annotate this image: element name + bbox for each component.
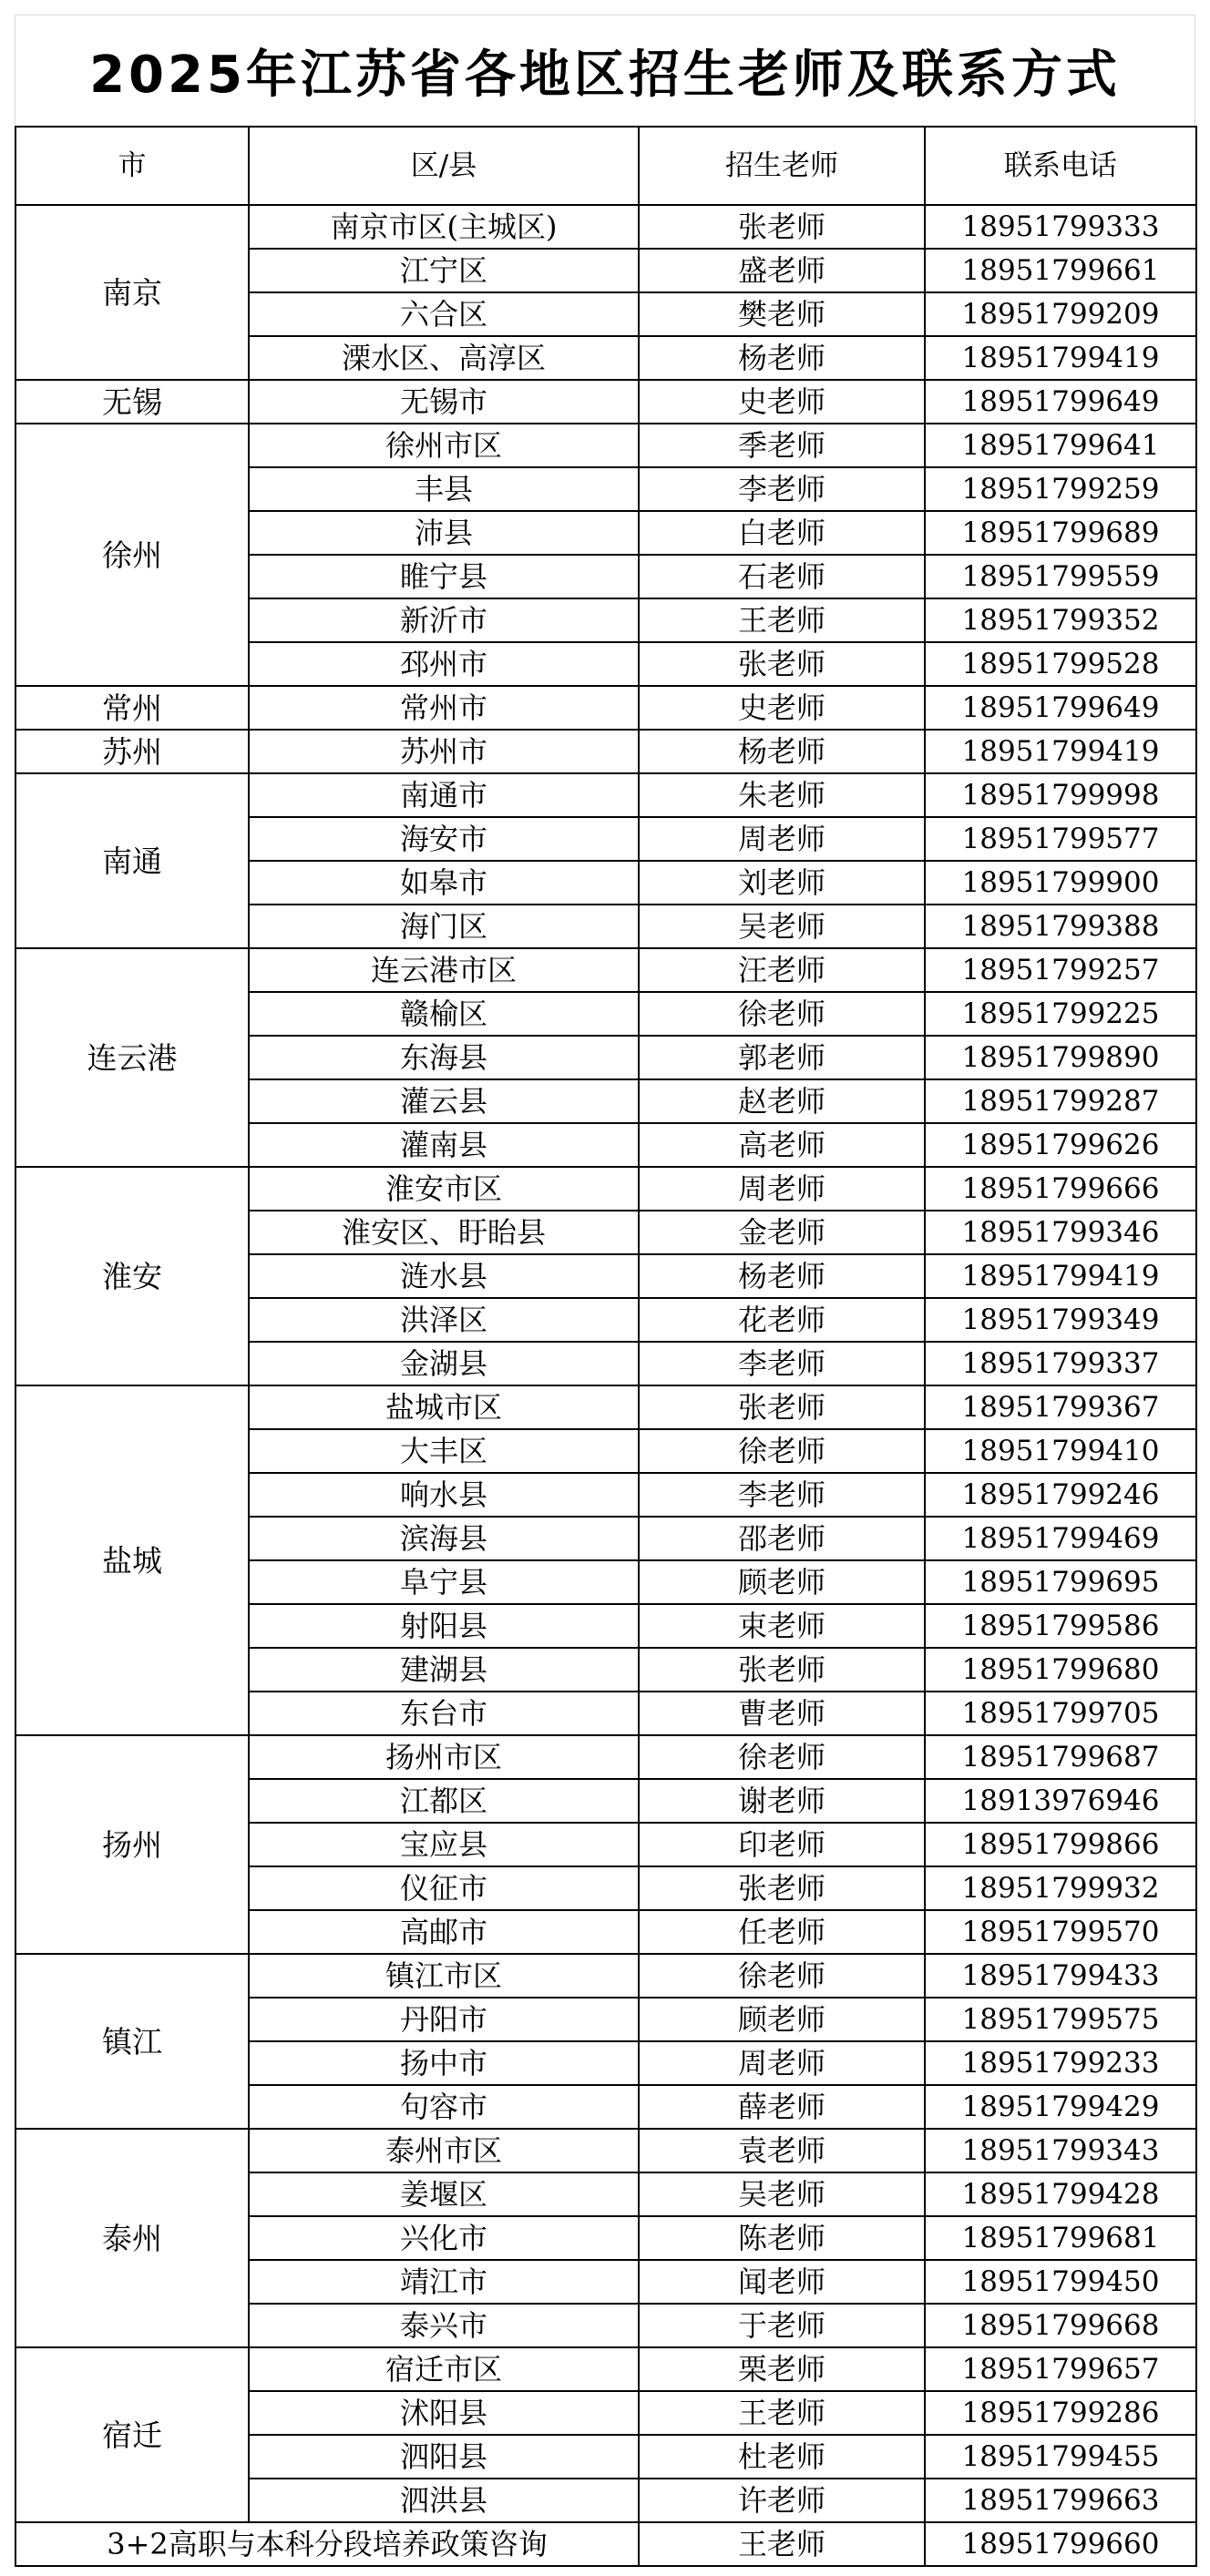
- header-phone: 联系电话: [925, 127, 1196, 205]
- district-cell: 赣榆区: [249, 992, 639, 1036]
- teacher-cell: 李老师: [639, 1473, 925, 1517]
- teacher-cell: 吴老师: [639, 905, 925, 948]
- district-cell: 泰兴市: [249, 2304, 639, 2347]
- table-row: [15, 2129, 1196, 2172]
- phone-cell: 18951799998: [925, 773, 1196, 817]
- teacher-cell: 张老师: [639, 642, 925, 686]
- district-cell: 滨海县: [249, 1517, 639, 1560]
- phone-cell: 18951799528: [925, 642, 1196, 686]
- district-cell: 六合区: [249, 292, 639, 336]
- district-cell: 泗洪县: [249, 2479, 639, 2522]
- district-cell: 连云港市区: [249, 948, 639, 992]
- district-cell: 丰县: [249, 467, 639, 511]
- header-row: [15, 127, 1196, 205]
- phone-cell: 18951799209: [925, 292, 1196, 336]
- district-cell: 睢宁县: [249, 555, 639, 598]
- city-cell: 镇江: [15, 1954, 249, 2129]
- phone-cell: 18951799337: [925, 1342, 1196, 1385]
- phone-cell: 18951799577: [925, 817, 1196, 861]
- city-cell: 徐州: [15, 424, 249, 686]
- teacher-cell: 金老师: [639, 1211, 925, 1254]
- teacher-cell: 周老师: [639, 1167, 925, 1211]
- district-cell: 灌云县: [249, 1079, 639, 1123]
- teacher-cell: 史老师: [639, 686, 925, 730]
- teacher-cell: 顾老师: [639, 1998, 925, 2041]
- district-cell: 江宁区: [249, 249, 639, 292]
- phone-cell: 18951799680: [925, 1648, 1196, 1692]
- city-cell: 苏州: [15, 730, 249, 773]
- phone-cell: 18951799666: [925, 1167, 1196, 1211]
- district-cell: 大丰区: [249, 1429, 639, 1473]
- teacher-cell: 于老师: [639, 2304, 925, 2347]
- city-cell: 盐城: [15, 1385, 249, 1735]
- phone-cell: 18951799663: [925, 2479, 1196, 2522]
- teacher-cell: 邵老师: [639, 1517, 925, 1560]
- city-cell: 连云港: [15, 948, 249, 1167]
- phone-cell: 18951799668: [925, 2304, 1196, 2347]
- phone-cell: 18951799657: [925, 2347, 1196, 2391]
- phone-cell: 18951799689: [925, 511, 1196, 555]
- phone-cell: 18951799225: [925, 992, 1196, 1036]
- header-teacher: 招生老师: [639, 127, 925, 205]
- teacher-cell: 李老师: [639, 467, 925, 511]
- teacher-cell: 赵老师: [639, 1079, 925, 1123]
- district-cell: 南京市区(主城区): [249, 205, 639, 249]
- district-cell: 邳州市: [249, 642, 639, 686]
- table-row: [15, 1385, 1196, 1429]
- phone-cell: 18951799681: [925, 2216, 1196, 2260]
- phone-cell: 18951799429: [925, 2085, 1196, 2129]
- phone-cell: 18951799932: [925, 1866, 1196, 1910]
- district-cell: 如皋市: [249, 861, 639, 905]
- teacher-cell: 栗老师: [639, 2347, 925, 2391]
- teacher-cell: 印老师: [639, 1823, 925, 1866]
- teacher-cell: 张老师: [639, 1648, 925, 1692]
- teacher-cell: 吴老师: [639, 2172, 925, 2216]
- district-cell: 洪泽区: [249, 1298, 639, 1342]
- phone-cell: 18951799343: [925, 2129, 1196, 2172]
- district-cell: 东海县: [249, 1036, 639, 1079]
- phone-cell: 18951799367: [925, 1385, 1196, 1429]
- phone-cell: 18951799866: [925, 1823, 1196, 1866]
- teacher-cell: 王老师: [639, 2391, 925, 2435]
- teacher-cell: 束老师: [639, 1604, 925, 1648]
- teacher-cell: 谢老师: [639, 1779, 925, 1823]
- teacher-cell: 郭老师: [639, 1036, 925, 1079]
- teacher-cell: 袁老师: [639, 2129, 925, 2172]
- phone-cell: 18951799626: [925, 1123, 1196, 1167]
- table-row: [15, 380, 1196, 424]
- district-cell: 扬中市: [249, 2041, 639, 2085]
- header-city: 市: [15, 127, 249, 205]
- phone-cell: 18951799388: [925, 905, 1196, 948]
- district-cell: 泗阳县: [249, 2435, 639, 2479]
- header-district: 区/县: [249, 127, 639, 205]
- teacher-cell: 杨老师: [639, 336, 925, 380]
- district-cell: 扬州市区: [249, 1735, 639, 1779]
- teacher-cell: 闻老师: [639, 2260, 925, 2304]
- district-cell: 响水县: [249, 1473, 639, 1517]
- teacher-cell: 史老师: [639, 380, 925, 424]
- table-row: [15, 424, 1196, 467]
- phone-cell: 18951799346: [925, 1211, 1196, 1254]
- teacher-cell: 顾老师: [639, 1560, 925, 1604]
- phone-cell: 18951799333: [925, 205, 1196, 249]
- district-cell: 海门区: [249, 905, 639, 948]
- footer-row: [15, 2522, 1196, 2566]
- table-row: [15, 1167, 1196, 1211]
- teacher-cell: 高老师: [639, 1123, 925, 1167]
- teacher-cell: 李老师: [639, 1342, 925, 1385]
- district-cell: 阜宁县: [249, 1560, 639, 1604]
- city-cell: 无锡: [15, 380, 249, 424]
- teacher-cell: 刘老师: [639, 861, 925, 905]
- teacher-cell: 盛老师: [639, 249, 925, 292]
- phone-cell: 18951799287: [925, 1079, 1196, 1123]
- district-cell: 新沂市: [249, 598, 639, 642]
- phone-cell: 18951799419: [925, 1254, 1196, 1298]
- phone-cell: 18951799259: [925, 467, 1196, 511]
- phone-cell: 18951799433: [925, 1954, 1196, 1998]
- district-cell: 高邮市: [249, 1910, 639, 1954]
- teacher-cell: 陈老师: [639, 2216, 925, 2260]
- district-cell: 无锡市: [249, 380, 639, 424]
- teacher-cell: 周老师: [639, 2041, 925, 2085]
- district-cell: 江都区: [249, 1779, 639, 1823]
- teacher-cell: 徐老师: [639, 1429, 925, 1473]
- teacher-cell: 季老师: [639, 424, 925, 467]
- phone-cell: 18951799419: [925, 336, 1196, 380]
- city-cell: 扬州: [15, 1735, 249, 1954]
- teacher-cell: 杨老师: [639, 1254, 925, 1298]
- phone-cell: 18951799890: [925, 1036, 1196, 1079]
- teacher-cell: 许老师: [639, 2479, 925, 2522]
- city-cell: 淮安: [15, 1167, 249, 1385]
- district-cell: 涟水县: [249, 1254, 639, 1298]
- district-cell: 常州市: [249, 686, 639, 730]
- district-cell: 沛县: [249, 511, 639, 555]
- table-row: [15, 1735, 1196, 1779]
- teacher-cell: 杨老师: [639, 730, 925, 773]
- district-cell: 盐城市区: [249, 1385, 639, 1429]
- teacher-cell: 徐老师: [639, 1954, 925, 1998]
- phone-cell: 18951799233: [925, 2041, 1196, 2085]
- district-cell: 仪征市: [249, 1866, 639, 1910]
- city-cell: 宿迁: [15, 2347, 249, 2522]
- phone-cell: 18951799450: [925, 2260, 1196, 2304]
- district-cell: 泰州市区: [249, 2129, 639, 2172]
- phone-cell: 18951799900: [925, 861, 1196, 905]
- district-cell: 徐州市区: [249, 424, 639, 467]
- phone-cell: 18951799246: [925, 1473, 1196, 1517]
- phone-cell: 18951799649: [925, 686, 1196, 730]
- district-cell: 兴化市: [249, 2216, 639, 2260]
- phone-cell: 18951799586: [925, 1604, 1196, 1648]
- district-cell: 宿迁市区: [249, 2347, 639, 2391]
- footer-teacher: 王老师: [639, 2522, 925, 2566]
- phone-cell: 18951799695: [925, 1560, 1196, 1604]
- phone-cell: 18951799419: [925, 730, 1196, 773]
- district-cell: 句容市: [249, 2085, 639, 2129]
- phone-cell: 18951799641: [925, 424, 1196, 467]
- contacts-table: [15, 126, 1197, 2567]
- district-cell: 镇江市区: [249, 1954, 639, 1998]
- district-cell: 靖江市: [249, 2260, 639, 2304]
- page-title: 2025年江苏省各地区招生老师及联系方式: [15, 15, 1195, 126]
- district-cell: 金湖县: [249, 1342, 639, 1385]
- table-row: [15, 773, 1196, 817]
- teacher-cell: 任老师: [639, 1910, 925, 1954]
- teacher-cell: 王老师: [639, 598, 925, 642]
- city-cell: 泰州: [15, 2129, 249, 2347]
- city-cell: 南京: [15, 205, 249, 380]
- table-row: [15, 686, 1196, 730]
- phone-cell: 18951799410: [925, 1429, 1196, 1473]
- table-row: [15, 2347, 1196, 2391]
- footer-label: 3+2高职与本科分段培养政策咨询: [15, 2522, 639, 2566]
- table-row: [15, 730, 1196, 773]
- district-cell: 海安市: [249, 817, 639, 861]
- district-cell: 南通市: [249, 773, 639, 817]
- teacher-cell: 张老师: [639, 1866, 925, 1910]
- phone-cell: 18951799687: [925, 1735, 1196, 1779]
- district-cell: 淮安市区: [249, 1167, 639, 1211]
- teacher-cell: 张老师: [639, 205, 925, 249]
- teacher-cell: 徐老师: [639, 992, 925, 1036]
- phone-cell: 18951799469: [925, 1517, 1196, 1560]
- phone-cell: 18951799575: [925, 1998, 1196, 2041]
- phone-cell: 18951799705: [925, 1692, 1196, 1735]
- phone-cell: 18951799649: [925, 380, 1196, 424]
- district-cell: 苏州市: [249, 730, 639, 773]
- teacher-cell: 曹老师: [639, 1692, 925, 1735]
- city-cell: 南通: [15, 773, 249, 948]
- teacher-cell: 张老师: [639, 1385, 925, 1429]
- phone-cell: 18951799428: [925, 2172, 1196, 2216]
- table-body: [15, 205, 1196, 2522]
- phone-cell: 18951799455: [925, 2435, 1196, 2479]
- district-cell: 射阳县: [249, 1604, 639, 1648]
- teacher-cell: 薛老师: [639, 2085, 925, 2129]
- city-cell: 常州: [15, 686, 249, 730]
- teacher-cell: 花老师: [639, 1298, 925, 1342]
- phone-cell: 18951799661: [925, 249, 1196, 292]
- district-cell: 姜堰区: [249, 2172, 639, 2216]
- district-cell: 灌南县: [249, 1123, 639, 1167]
- teacher-cell: 徐老师: [639, 1735, 925, 1779]
- district-cell: 东台市: [249, 1692, 639, 1735]
- teacher-cell: 汪老师: [639, 948, 925, 992]
- district-cell: 宝应县: [249, 1823, 639, 1866]
- phone-cell: 18951799570: [925, 1910, 1196, 1954]
- phone-cell: 18951799349: [925, 1298, 1196, 1342]
- district-cell: 沭阳县: [249, 2391, 639, 2435]
- phone-cell: 18951799352: [925, 598, 1196, 642]
- teacher-cell: 周老师: [639, 817, 925, 861]
- district-cell: 丹阳市: [249, 1998, 639, 2041]
- district-cell: 溧水区、高淳区: [249, 336, 639, 380]
- teacher-cell: 白老师: [639, 511, 925, 555]
- table-row: [15, 1954, 1196, 1998]
- district-cell: 淮安区、盱眙县: [249, 1211, 639, 1254]
- teacher-cell: 石老师: [639, 555, 925, 598]
- phone-cell: 18951799257: [925, 948, 1196, 992]
- table-row: [15, 205, 1196, 249]
- teacher-cell: 杜老师: [639, 2435, 925, 2479]
- footer-phone: 18951799660: [925, 2522, 1196, 2566]
- district-cell: 建湖县: [249, 1648, 639, 1692]
- table-row: [15, 948, 1196, 992]
- teacher-cell: 樊老师: [639, 292, 925, 336]
- phone-cell: 18913976946: [925, 1779, 1196, 1823]
- teacher-cell: 朱老师: [639, 773, 925, 817]
- contact-sheet: [15, 15, 1195, 2567]
- phone-cell: 18951799286: [925, 2391, 1196, 2435]
- phone-cell: 18951799559: [925, 555, 1196, 598]
